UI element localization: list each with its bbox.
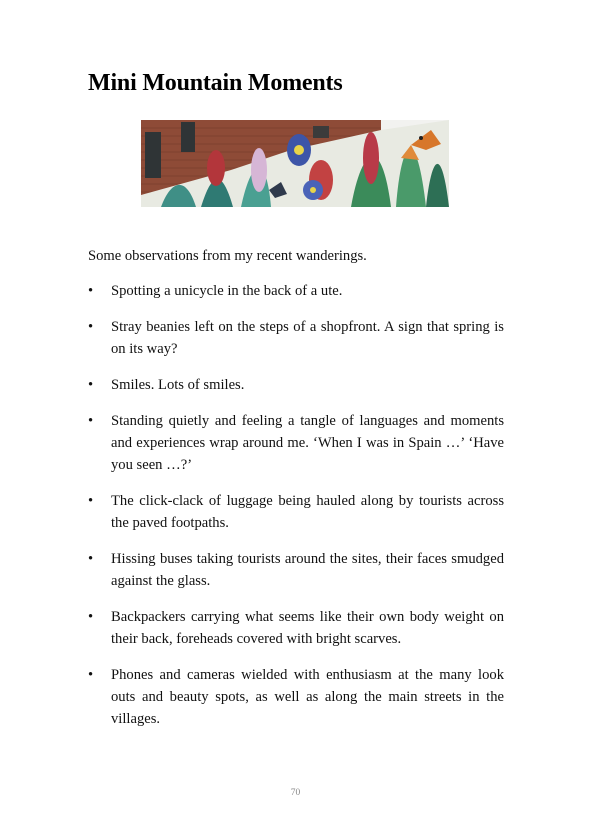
bullet-icon: •	[88, 319, 94, 335]
list-item-text: Backpackers carrying what seems like their own body weight on their back, foreheads covered with bright scarves.	[111, 609, 504, 647]
list-item	[88, 316, 504, 360]
list-item-text: Standing quietly and feeling a tangle of languages and moments and experiences wrap around me. ‘When I was in Spain …’ ‘Have you seen …?’	[111, 413, 504, 473]
list-item-text: The click-clack of luggage being hauled along by tourists across the paved footpaths.	[111, 493, 504, 531]
list-item	[88, 664, 504, 730]
list-item-text: Smiles. Lots of smiles.	[111, 377, 245, 393]
bullet-icon: •	[88, 609, 94, 625]
bullet-icon: •	[88, 551, 94, 567]
observation-list	[88, 280, 504, 744]
list-item	[88, 374, 504, 396]
list-item-text: Phones and cameras wielded with enthusiasm at the many look outs and beauty spots, as well as along the main streets in the villages.	[111, 667, 504, 727]
bullet-icon: •	[88, 377, 94, 393]
bullet-icon: •	[88, 413, 94, 429]
list-item-text: Spotting a unicycle in the back of a ute.	[111, 283, 343, 299]
page-title: Mini Mountain Moments	[88, 70, 343, 96]
list-item	[88, 606, 504, 650]
list-item-text: Stray beanies left on the steps of a shopfront. A sign that spring is on its way?	[111, 319, 504, 357]
bullet-icon: •	[88, 667, 94, 683]
page-number: 70	[290, 788, 301, 798]
list-item	[88, 410, 504, 476]
list-item	[88, 280, 504, 302]
mural-photo	[141, 120, 449, 207]
bullet-icon: •	[88, 283, 94, 299]
list-item-text: Hissing buses taking tourists around the sites, their faces smudged against the glass.	[111, 551, 504, 589]
bullet-icon: •	[88, 493, 94, 509]
list-item	[88, 490, 504, 534]
list-item	[88, 548, 504, 592]
intro-text: Some observations from my recent wanderings.	[88, 248, 367, 264]
